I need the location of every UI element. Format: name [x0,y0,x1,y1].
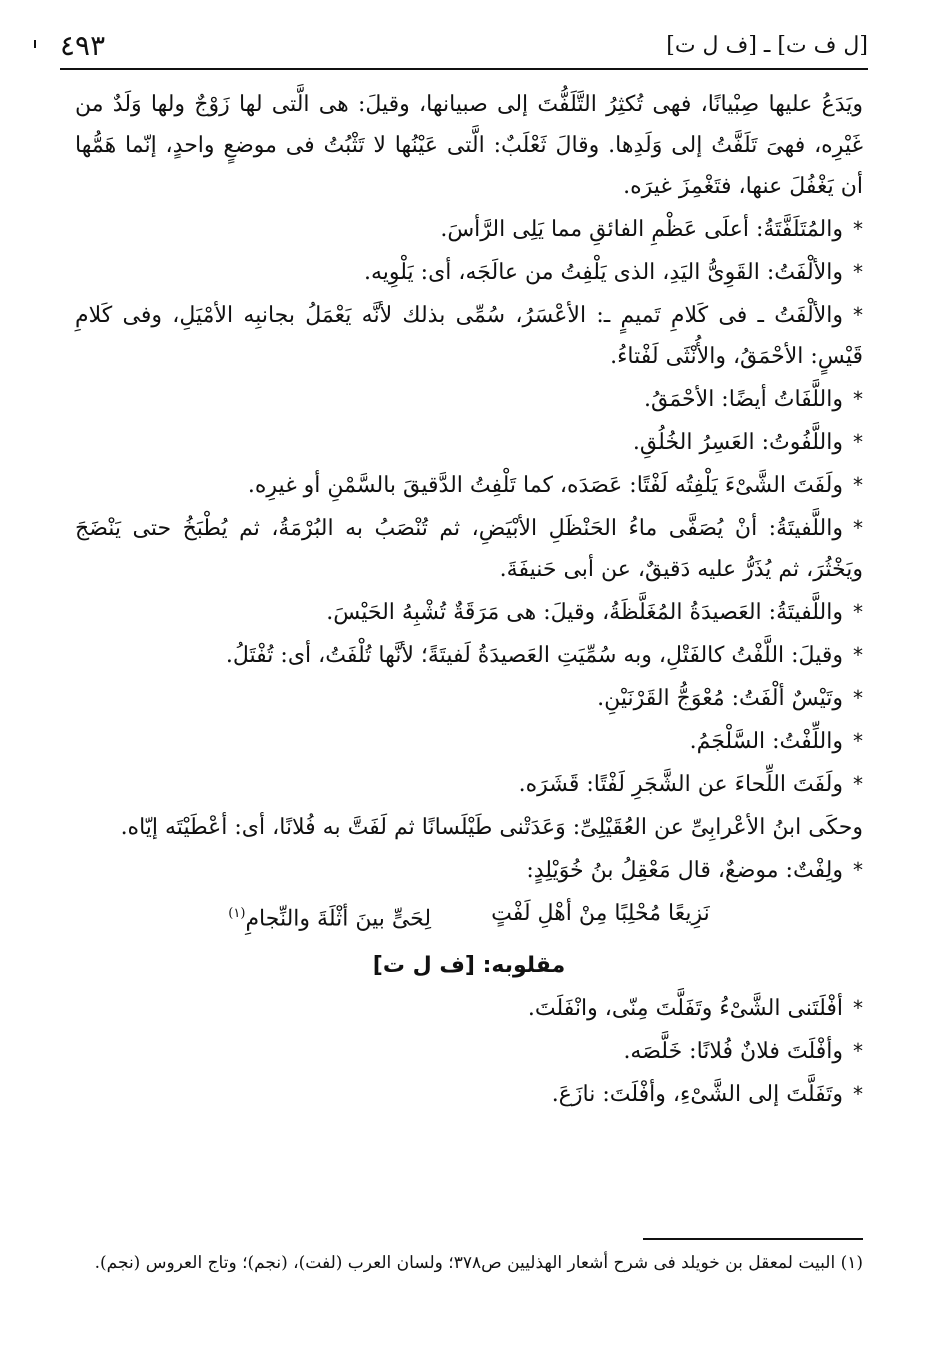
entry-star: * [853,217,863,241]
entry-text: واللَّفيتَةُ: العَصيدَةُ المُغَلَّظَةُ، وقيلَ: هى مَرَقَةٌ تُشْبِهُ الحَيْسَ. [326,600,843,625]
verse-second-hemistich-wrap [228,893,431,939]
margin-mark [34,40,36,48]
page-header [60,28,868,64]
entry-star: * [853,430,863,454]
entry-star: * [853,516,863,540]
poetry-verse [75,893,863,939]
entry [75,252,863,293]
entry [75,1074,863,1115]
footnote-rule [643,1238,863,1240]
entry-star: * [853,643,863,667]
verse-first-hemistich: نَزِيعًا مُحْلِبًا مِنْ أهْلِ لَفْتٍ [491,901,710,926]
entry-star: * [853,387,863,411]
entry-text: وأفْلَتَ فلانٌ فُلانًا: خَلَّصَه. [623,1039,843,1065]
intro-paragraph: ويَدَعُ عليها صِبْيانًا، فهى تُكثِرُ التَّلَفُّتَ إلى صبيانها، وقيلَ: هى الَّتى لها زَوْجٌ ولها وَلَدٌ من غَيْرِه، فهىَ تَلَفَّتُ إلى وَلَدِها. وقالَ ثَعْلَبٌ: الَّتى عَيْنُها لا تَثْبُتُ فى موضعٍ واحدٍ، إنّما هَمُّها أن يَغْفُلَ عنها، فتَغْمِزَ غيرَه. [75,92,863,199]
footnote: (١) البيت لمعقل بن خويلد فى شرح أشعار الهذليين ص٣٧٨؛ ولسان العرب (لفت)، (نجم)؛ وتاج العروس (نجم). [94,1253,863,1273]
entry-text: أفْلَتَنى الشَّىْءُ وتَفَلَّتَ مِنّى، وانْفَلَتَ. [527,996,843,1022]
entry-star: * [853,858,863,882]
entry [75,465,863,506]
entry-text: ولَفَتَ الشَّىْءَ يَلْفِتُه لَفْتًا: عَصَدَه، كما تَلْفِتُ الدَّقيقَ بالسَّمْنِ أو غيرِه. [247,473,843,498]
entry [75,635,863,676]
entry-star: * [853,303,863,327]
entry [75,850,863,891]
entry-star: * [853,1082,863,1107]
entry [75,1031,863,1072]
entry [75,592,863,633]
entry-text: والمُتَلَفَّتَةُ: أعلَى عَظْمِ الفائقِ مما يَلِى الرَّأسَ. [440,217,843,242]
entry-text: ولِفْتٌ: موضعٌ، قال مَعْقِلُ بنُ خُوَيْلِدٍ: [526,858,843,883]
entry [75,764,863,805]
entry-star: * [853,473,863,497]
entry [75,988,863,1029]
entry [75,422,863,463]
entry [75,209,863,250]
entry-star: * [853,729,863,753]
entry-text: والألْفَتُ ـ فى كَلامِ تَميمٍ ـ: الأعْسَرُ، سُمِّى بذلك لأنَّه يَعْمَلُ بجانبِه الأمْيَلِ، وفى كَلامِ قَيْسٍ: الأحْمَقُ، والأُنْثَى لَفْتاءُ. [75,303,863,369]
entry-star: * [853,772,863,796]
entry-star: * [853,1039,863,1064]
entry-text: ولَفَتَ اللِّحاءَ عن الشَّجَرِ لَفْتًا: قَشَرَه. [518,772,843,797]
entry-text: وتَفَلَّتَ إلى الشَّىْءِ، وأفْلَتَ: نازَعَ. [551,1082,843,1108]
entry [75,379,863,420]
entry-text: واللَّفيتَةُ: أنْ يُصَفَّى ماءُ الحَنْظَلِ الأبْيَضِ، ثم تُنْصَبُ به البُرْمَةُ، ثم يُطْبَخُ حتى يَنْضَجَ ويَخْثُرَ، ثم يُذَرُّ عليه دَقيقٌ، عن أبى حَنيفَةَ. [75,516,863,582]
entry-text: واللِّفْتُ: السَّلْجَمُ. [689,729,843,754]
entry [75,721,863,762]
entry-text: وتَيْسٌ ألْفَتُ: مُعْوَجُّ القَرْنَيْنِ. [597,686,843,711]
page-number: ٤٩٣ [60,29,106,62]
entry [75,678,863,719]
page-body [75,84,863,1117]
entry-text: واللَّفُوتُ: العَسِرُ الخُلُقِ. [632,430,843,455]
entry-star: * [853,600,863,624]
entry-star: * [853,260,863,284]
narration-paragraph: وحكَى ابنُ الأعْرابِىِّ عن العُقَيْلِىِّ: وَعَدَتْنى طَيْلَسانًا ثم لَفَتَّ به فُلانًا، أى: أعْطَيْتَه إيّاه. [120,815,863,840]
entry-text: واللَّفَاتُ أيضًا: الأحْمَقُ. [644,387,843,412]
root-label: [ل ف ت] ـ [ف ل ت] [666,33,868,58]
section-subheading: مقلوبه: [ف ل ت] [372,953,566,979]
entry-text: وقيلَ: اللَّفْتُ كالفَتْلِ، وبه سُمِّيَتِ العَصيدَةُ لَفيتَةً؛ لأنَّها تُلْفَتُ، أى: تُفْتَلُ. [225,643,843,668]
header-rule [60,68,868,70]
verse-second-hemistich: لِحَىٍّ بينَ أثْلَةَ والنِّجامِ [245,906,432,932]
entry-star: * [853,996,863,1021]
entry [75,295,863,377]
entry-star: * [853,686,863,710]
entry [75,508,863,590]
entry-text: والألْفَتُ: القَوِىُّ اليَدِ، الذى يَلْفِتُ من عالَجَه، أى: يَلْوِيه. [363,260,843,285]
footnote-reference: (١) [228,906,246,921]
